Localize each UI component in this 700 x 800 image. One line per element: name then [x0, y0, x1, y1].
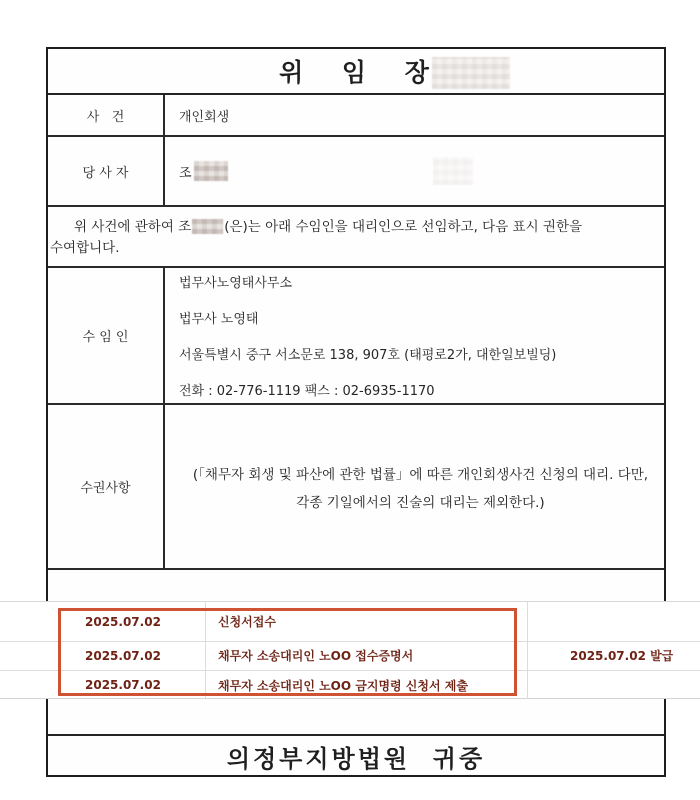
case-label: 사 건	[48, 95, 165, 135]
court-row	[48, 734, 664, 777]
authority-line-2: 각종 기일에서의 진술의 대리는 제외한다.)	[296, 494, 545, 511]
case-events-overlay	[0, 601, 700, 699]
event-date: 2025.07.02	[85, 614, 161, 629]
case-value: 개인회생	[179, 109, 230, 125]
authority-details	[165, 405, 664, 568]
appointee-address: 서울특별시 중구 서소문로 138, 907호 (태평로2가, 대한일보빌딩)	[179, 348, 557, 363]
event-description: 채무자 소송대리인 노OO 접수증명서	[218, 649, 414, 663]
event-date: 2025.07.02	[85, 678, 161, 692]
redacted-party-name-blur	[194, 161, 228, 181]
event-note: 2025.07.02 발급	[570, 649, 674, 663]
event-row-prohibition-order[interactable]	[0, 670, 700, 700]
paragraph-line-2: 수여합니다.	[50, 240, 120, 256]
party-name-prefix: 조	[179, 165, 192, 181]
event-description: 채무자 소송대리인 노OO 금지명령 신청서 제출	[218, 678, 468, 693]
document-title: 위 임 장	[279, 58, 433, 87]
faint-smudge	[433, 157, 473, 185]
appointee-office: 법무사노영태사무소	[179, 276, 293, 291]
paragraph-text	[48, 207, 664, 259]
party-value	[165, 137, 664, 205]
court-name: 의정부지방법원 귀중	[226, 745, 486, 773]
appointee-row	[48, 268, 664, 405]
paragraph-before-blur: 위 사건에 관하여 조	[74, 219, 192, 235]
party-row	[48, 137, 664, 207]
redacted-case-number-blur	[432, 57, 510, 89]
appointment-paragraph	[48, 207, 664, 268]
case-row	[48, 95, 664, 137]
document-title-row	[48, 49, 664, 95]
event-date: 2025.07.02	[85, 648, 161, 663]
paragraph-after-blur: (은)는 아래 수임인을 대리인으로 선임하고, 다음 표시 권한을	[224, 219, 583, 235]
authority-label: 수권사항	[48, 405, 165, 568]
event-row-filing[interactable]	[0, 602, 700, 641]
authority-row	[48, 405, 664, 570]
appointee-phone-fax: 전화 : 02-776-1119 팩스 : 02-6935-1170	[179, 384, 435, 399]
appointee-details	[165, 268, 664, 403]
appointee-name: 법무사 노영태	[179, 312, 259, 327]
redacted-name-blur-inline	[192, 219, 223, 234]
appointee-label: 수 임 인	[48, 268, 165, 403]
authority-line-1: (「채무자 회생 및 파산에 관한 법률」에 따른 개인회생사건 신청의 대리. 다만,	[192, 466, 649, 483]
event-description: 신청서접수	[218, 615, 276, 629]
party-label: 당 사 자	[48, 137, 165, 205]
event-row-receipt-certificate[interactable]	[0, 641, 700, 670]
paragraph-line-1	[50, 217, 652, 238]
